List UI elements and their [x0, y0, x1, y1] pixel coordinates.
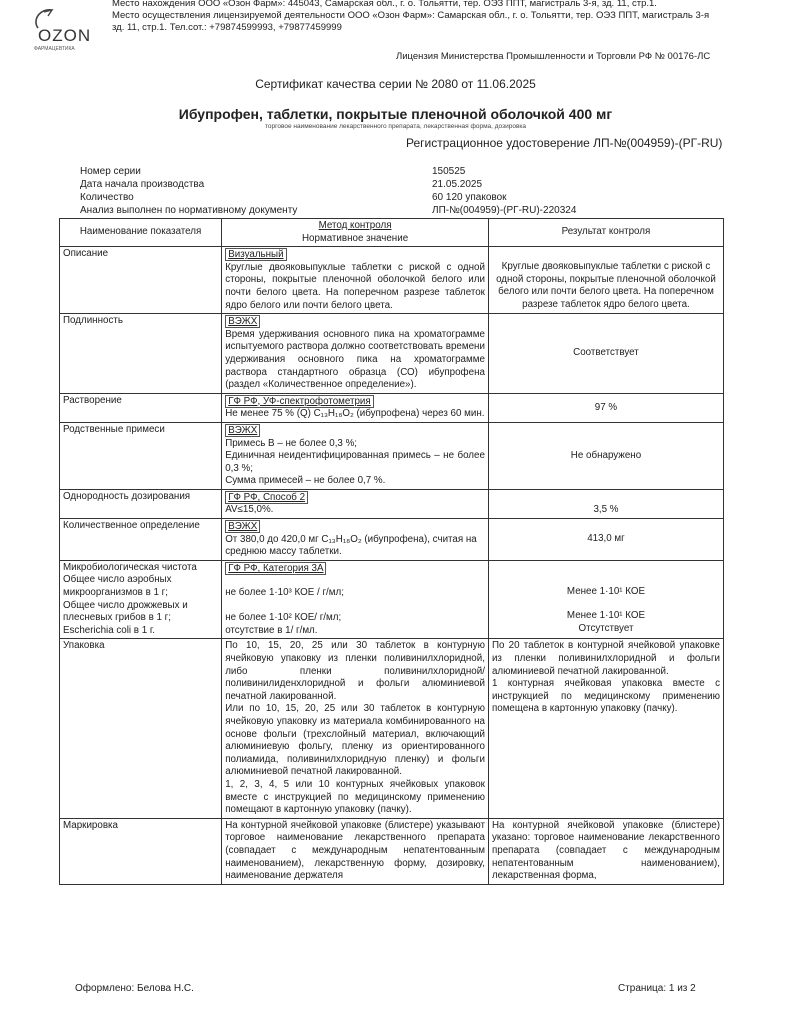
norm-description: Круглые двояковыпуклые таблетки с риской с одной стороны, покрытые пленочной оболочкой белого или почти белого цвета. На поперечном разрезе таблеток ядро белого или почти белого цвета.	[225, 261, 485, 311]
result-description: Круглые двояковыпуклые таблетки с риской с одной стороны, покрытые пленочной оболочкой белого или почти белого цвета. На поперечном разрезе таблеток ядро белого цвета.	[488, 247, 723, 314]
table-row	[60, 818, 724, 884]
norm-identity: Время удерживания основного пика на хроматограмме испытуемого раствора должно соответствовать времени удерживания основного пика на хроматограмме раствора стандартного образца (СО) ибупрофена (раздел «Количественное определение»).	[225, 328, 485, 391]
table-row	[60, 560, 724, 639]
page-number: Страница: 1 из 2	[618, 983, 696, 994]
method-dissolution: ГФ РФ, УФ-спектрофотометрия	[225, 395, 374, 408]
method-impurities: ВЭЖХ	[225, 424, 260, 437]
row-norm-uniformity	[222, 489, 489, 518]
quality-table	[59, 218, 724, 885]
norm-dissolution: Не менее 75 % (Q) C₁₃H₁₈O₂ (ибупрофена) через 60 мин.	[225, 408, 485, 420]
norm-impurities-2: Единичная неидентифицированная примесь – не более 0,3 %;	[225, 450, 485, 474]
row-name-identity: Подлинность	[60, 314, 222, 394]
row-norm-identity	[222, 314, 489, 394]
product-subtitle: торговое наименование лекарственного препарата, лекарственная форма, дозировка	[264, 123, 526, 130]
header-result: Результат контроля	[488, 219, 723, 247]
method-micro: ГФ РФ, Категория 3А	[225, 562, 326, 575]
info-label-date: Дата начала производства	[80, 179, 205, 190]
row-name-marking: Маркировка	[60, 818, 222, 884]
micro-sub-1: Общее число аэробных микроорганизмов в 1 г;	[63, 574, 172, 599]
row-norm-micro	[222, 560, 489, 639]
result-packaging-2: 1 контурная ячейковая упаковка вместе с инструкцией по медицинскому применению помещена в картонную упаковку (пачку).	[491, 678, 720, 715]
row-norm-assay	[222, 519, 489, 561]
row-name-packaging: Упаковка	[60, 639, 222, 818]
norm-assay: От 380,0 до 420,0 мг C₁₃H₁₈O₂ (ибупрофена), считая на среднюю массу таблетки.	[225, 533, 477, 558]
result-micro-2: Менее 1·10¹ КОЕ	[566, 610, 646, 622]
row-norm-packaging	[222, 639, 489, 818]
info-label-normdoc: Анализ выполнен по нормативному документу	[80, 205, 298, 216]
result-marking: На контурной ячейковой упаковке (блистере) указано: торговое наименование лекарственного препарата (совпадает с международным непатентованным наименованием), лекарственная форма,	[488, 818, 723, 884]
header-address-line: Место нахождения ООО «Озон Фарм»: 445043, Самарская обл., г. о. Тольятти, тер. ОЭЗ ППТ, магистраль 3-я, зд. 11, стр.1.	[112, 0, 657, 9]
norm-impurities-1: Примесь B – не более 0,3 %;	[225, 437, 358, 449]
row-name-micro: Микробиологическая чистота	[63, 561, 197, 573]
row-norm-description	[222, 247, 489, 314]
logo-subtitle: ФАРМАЦЕВТИКА	[34, 46, 75, 52]
norm-micro-1: не более 1·10³ КОЕ / г/мл;	[225, 587, 344, 599]
result-identity: Соответствует	[488, 314, 723, 394]
norm-uniformity: AV≤15,0%.	[225, 504, 274, 516]
result-dissolution: 97 %	[488, 393, 723, 422]
result-micro-3: Отсутствует	[578, 623, 634, 635]
table-row	[60, 247, 724, 314]
micro-sub-3: Escherichia coli в 1 г.	[63, 624, 155, 636]
info-value-normdoc: ЛП-№(004959)-(РГ-RU)-220324	[432, 205, 577, 216]
table-row	[60, 314, 724, 394]
norm-packaging-1: По 10, 15, 20, 25 или 30 таблеток в контурную ячейковую упаковку из пленки поливинилхлоридной, либо пленки поливинилхлоридной/поливинилиденхлоридной и фольги алюминиевой печатной лакированной.	[225, 640, 485, 702]
row-norm-dissolution	[222, 393, 489, 422]
table-row	[60, 422, 724, 489]
info-label-series: Номер серии	[80, 166, 141, 177]
header-norm: Нормативное значение	[301, 232, 409, 244]
result-packaging-1: По 20 таблеток в контурной ячейковой упаковке из пленки поливинилхлоридной и фольги алюминиевой печатной лакированной.	[491, 640, 720, 677]
table-row	[60, 519, 724, 561]
row-norm-impurities	[222, 422, 489, 489]
product-name: Ибупрофен, таблетки, покрытые пленочной оболочкой 400 мг	[178, 106, 613, 122]
row-name-description: Описание	[60, 247, 222, 314]
header-activity-line: Место осуществления лицензируемой деятельности ООО «Озон Фарм»: Самарская обл., г. о. Тольятти, тер. ОЭЗ ППТ, магистраль 3-я	[112, 10, 710, 21]
info-value-date: 21.05.2025	[432, 179, 483, 190]
row-name-micro-cell	[60, 560, 222, 639]
row-name-assay: Количественное определение	[60, 519, 222, 561]
header-method: Метод контроля	[318, 220, 392, 231]
info-value-series: 150525	[432, 166, 466, 177]
info-value-quantity: 60 120 упаковок	[432, 192, 507, 203]
method-identity: ВЭЖХ	[225, 315, 260, 328]
info-label-quantity: Количество	[80, 192, 134, 203]
row-result-micro	[488, 560, 723, 639]
table-row	[60, 393, 724, 422]
header-method-cell	[222, 219, 489, 247]
row-name-uniformity: Однородность дозирования	[60, 489, 222, 518]
header-indicator: Наименование показателя	[60, 219, 222, 247]
method-uniformity: ГФ РФ, Способ 2	[225, 491, 308, 504]
certificate-title: Сертификат качества серии № 2080 от 11.06.2025	[255, 77, 536, 91]
license-line: Лицензия Министерства Промышленности и Торговли РФ № 00176-ЛС	[396, 51, 711, 62]
result-micro-1: Менее 1·10¹ КОЕ	[566, 585, 646, 597]
norm-marking: На контурной ячейковой упаковке (блистере) указывают торговое наименование лекарственного препарата (совпадает с международным непатентованным наименованием), лекарственную форму, дозировку, наименование держателя	[222, 818, 489, 884]
row-name-dissolution: Растворение	[60, 393, 222, 422]
logo-text: OZON	[38, 26, 92, 45]
row-result-packaging	[488, 639, 723, 818]
result-assay: 413,0 мг	[488, 519, 723, 561]
header-phone-line: зд. 11, стр.1. Тел.сот.: +79874599993, +79877459999	[112, 22, 342, 33]
method-assay: ВЭЖХ	[225, 520, 260, 533]
result-impurities: Не обнаружено	[488, 422, 723, 489]
norm-packaging-2: Или по 10, 15, 20, 25 или 30 таблеток в контурную ячейковую упаковку из материала комбинированного на основе фольги (трехслойный материал, включающий алюминиевую фольгу, пленку из ориентированного полиамида, поливинилхлоридную пленку) и фольги алюминиевой печатной лакированной.	[225, 703, 485, 778]
result-uniformity: 3,5 %	[488, 489, 723, 518]
table-header-row	[60, 219, 724, 247]
norm-micro-2: не более 1·10² КОЕ/ г/мл;	[225, 612, 342, 624]
table-row	[60, 489, 724, 518]
method-description: Визуальный	[225, 248, 286, 261]
norm-packaging-3: 1, 2, 3, 4, 5 или 10 контурных ячейковых упаковок вместе с инструкцией по медицинскому применению помещают в картонную упаковку (пачку).	[225, 778, 485, 816]
norm-micro-3: отсутствие в 1/ г/мл.	[225, 624, 318, 636]
prepared-by: Оформлено: Белова Н.С.	[75, 983, 194, 994]
table-row	[60, 639, 724, 818]
registration-certificate: Регистрационное удостоверение ЛП-№(004959)-(РГ-RU)	[406, 136, 723, 150]
micro-sub-2: Общее число дрожжевых и плесневых грибов в 1 г;	[63, 599, 188, 624]
norm-impurities-3: Сумма примесей – не более 0,7 %.	[225, 475, 386, 487]
row-name-impurities: Родственные примеси	[60, 422, 222, 489]
